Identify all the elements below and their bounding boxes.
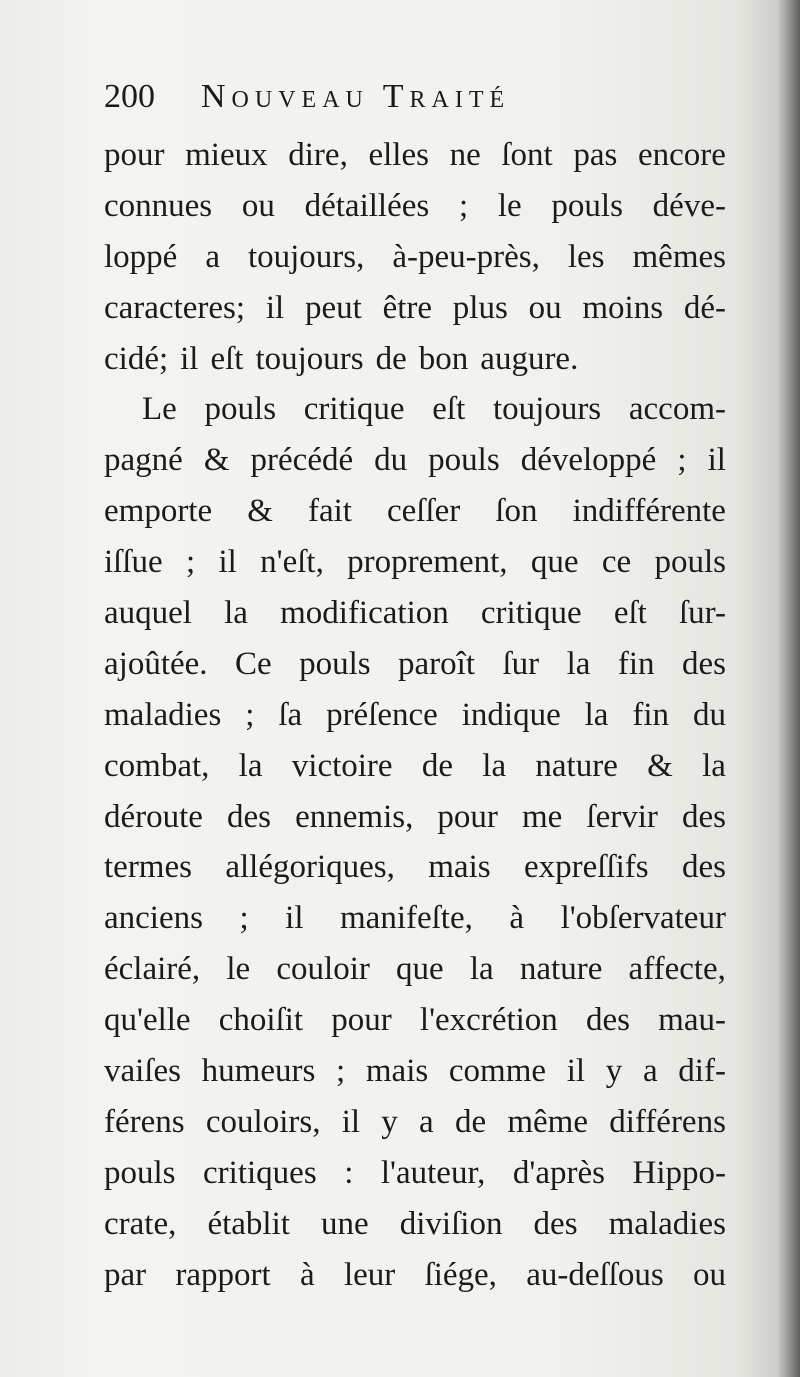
- word: moins: [582, 289, 664, 326]
- word: nature: [519, 951, 603, 988]
- word: une: [321, 1205, 369, 1242]
- word: ou: [692, 1256, 726, 1293]
- word: pour: [437, 798, 498, 835]
- word: encore: [638, 137, 726, 173]
- word: il: [707, 442, 726, 479]
- word: il: [566, 1053, 586, 1090]
- word: ;: [239, 900, 249, 937]
- text-line: [104, 792, 726, 843]
- word: accom-: [628, 391, 726, 428]
- word: la: [584, 696, 609, 733]
- body-text: [104, 130, 726, 1300]
- word: ou: [528, 289, 562, 326]
- text-line: [104, 181, 726, 232]
- word: les: [567, 238, 605, 275]
- word: plus: [452, 289, 508, 326]
- word: même: [507, 1103, 588, 1140]
- word: il: [265, 289, 285, 326]
- word: connues: [104, 187, 213, 224]
- word: &: [647, 747, 673, 784]
- word: ;: [336, 1053, 346, 1090]
- word: de: [454, 1103, 487, 1140]
- text-line: [104, 1199, 726, 1250]
- word: toujours: [255, 340, 364, 377]
- word: férens: [104, 1103, 185, 1140]
- word: y: [605, 1053, 623, 1090]
- word: maladies: [104, 696, 222, 733]
- text-line: [104, 944, 726, 995]
- word: déve-: [652, 187, 726, 224]
- word: développé: [520, 442, 657, 479]
- word: affecte,: [628, 951, 726, 988]
- word: mau-: [658, 1002, 726, 1039]
- word: ou: [241, 187, 275, 224]
- word: critique: [303, 391, 405, 428]
- word: la: [224, 595, 248, 632]
- word: dire,: [288, 137, 348, 173]
- word: iſſue: [104, 544, 163, 581]
- word: fin: [617, 645, 655, 682]
- text-line: [104, 232, 726, 283]
- text-line: [104, 435, 726, 486]
- word: vaiſes: [104, 1053, 181, 1090]
- word: à: [509, 900, 525, 937]
- text-line: [104, 741, 726, 792]
- word: ;: [185, 544, 196, 581]
- word: des: [681, 798, 726, 835]
- word: ne: [449, 137, 481, 173]
- word: pagné: [104, 442, 183, 479]
- word: indifférente: [572, 493, 726, 530]
- word: ;: [458, 187, 469, 224]
- word: auquel: [104, 595, 192, 632]
- text-line: [104, 1250, 726, 1301]
- word: &: [247, 493, 273, 530]
- word: a: [642, 1053, 658, 1090]
- running-title: Nouveau Traité: [201, 78, 511, 115]
- word: qu'elle: [104, 1002, 191, 1039]
- word: anciens: [104, 900, 203, 937]
- word: établit: [207, 1205, 290, 1242]
- word: des: [227, 798, 272, 835]
- word: humeurs: [201, 1053, 316, 1090]
- word: pouls: [299, 645, 371, 682]
- word: à: [300, 1256, 315, 1293]
- word: mêmes: [632, 238, 726, 275]
- text-line: [104, 690, 726, 741]
- word: ſervir: [586, 798, 658, 835]
- word: pouls: [204, 391, 277, 428]
- word: au-deſſous: [526, 1256, 664, 1293]
- word: la: [702, 747, 726, 784]
- word: ſiége,: [424, 1256, 497, 1293]
- word: la: [469, 951, 494, 988]
- text-line: [104, 1148, 726, 1199]
- word: mieux: [185, 137, 268, 173]
- text-line: [104, 1097, 726, 1148]
- word: a: [419, 1103, 434, 1140]
- word: pouls: [104, 1154, 176, 1191]
- text-line: [104, 334, 726, 385]
- word: des: [681, 849, 726, 886]
- word: peut: [304, 289, 362, 326]
- word: diviſion: [399, 1205, 503, 1242]
- word: rapport: [175, 1256, 271, 1293]
- word: il: [180, 340, 199, 377]
- word: l'excrétion: [419, 1002, 558, 1039]
- word: mais: [428, 849, 491, 886]
- word: choiſit: [218, 1002, 304, 1039]
- word: allégoriques,: [225, 849, 395, 886]
- word: ſon: [495, 493, 538, 530]
- text-line: [104, 639, 726, 690]
- word: toujours: [492, 391, 602, 428]
- word: :: [344, 1154, 354, 1191]
- word: cidé;: [104, 340, 169, 377]
- word: fin: [632, 696, 670, 733]
- word: pouls: [551, 187, 623, 224]
- word: dé-: [683, 289, 726, 326]
- word: des: [585, 1002, 630, 1039]
- word: Ce: [234, 645, 272, 682]
- word: manifeſte,: [340, 900, 473, 937]
- text-line: [104, 130, 726, 181]
- word: de: [375, 340, 407, 377]
- word: le: [226, 951, 251, 988]
- word: nature: [535, 747, 618, 784]
- word: des: [681, 645, 726, 682]
- word: a: [205, 238, 220, 275]
- word: loppé: [104, 238, 178, 275]
- word: toujours,: [247, 238, 365, 275]
- word: critique: [480, 595, 582, 632]
- text-line: [104, 995, 726, 1046]
- word: détaillées: [304, 187, 430, 224]
- word: emporte: [104, 493, 213, 530]
- word: que: [396, 951, 444, 988]
- page-number: 200: [104, 78, 155, 115]
- word: d'après: [512, 1154, 605, 1191]
- word: expreſſifs: [523, 849, 649, 886]
- word: il: [218, 544, 237, 581]
- word: eſt: [613, 595, 647, 632]
- text-line: [104, 283, 726, 334]
- word: ſur-: [679, 595, 726, 632]
- word: termes: [104, 849, 192, 886]
- word: crate,: [104, 1205, 177, 1242]
- word: du: [374, 442, 408, 479]
- word: pas: [573, 137, 618, 173]
- word: il: [341, 1103, 361, 1140]
- word: leur: [343, 1256, 396, 1293]
- word: l'auteur,: [380, 1154, 486, 1191]
- word: ſont: [501, 137, 553, 173]
- text-line: [104, 893, 726, 944]
- word: des: [533, 1205, 578, 1242]
- word: eſt: [210, 340, 244, 377]
- page-gutter-shadow: [778, 0, 800, 1377]
- word: n'eſt,: [260, 544, 324, 581]
- word: l'obſervateur: [560, 900, 726, 937]
- word: indique: [461, 696, 561, 733]
- word: &: [203, 442, 230, 479]
- word: déroute: [104, 798, 203, 835]
- word: mais: [365, 1053, 429, 1090]
- page-content: [104, 78, 726, 1300]
- word: Le: [142, 391, 177, 428]
- word: différens: [609, 1103, 726, 1140]
- word: proprement,: [347, 544, 508, 581]
- word: ce: [601, 544, 632, 581]
- word: couloirs,: [205, 1103, 321, 1140]
- word: y: [381, 1103, 398, 1140]
- word: ;: [245, 696, 255, 733]
- word: la: [566, 645, 591, 682]
- text-line: [104, 486, 726, 537]
- text-line: [104, 588, 726, 639]
- word: pour: [104, 137, 165, 173]
- word: ajoûtée.: [104, 645, 208, 682]
- text-line: [104, 842, 726, 893]
- word: préſence: [326, 696, 438, 733]
- word: critiques: [203, 1154, 317, 1191]
- word: dif-: [678, 1053, 726, 1090]
- word: elles: [368, 137, 429, 173]
- word: ennemis,: [295, 798, 414, 835]
- word: ſur: [502, 645, 540, 682]
- word: par: [104, 1256, 147, 1293]
- word: pouls: [654, 544, 726, 581]
- word: être: [382, 289, 433, 326]
- word: paroît: [398, 645, 476, 682]
- word: me: [522, 798, 563, 835]
- word: que: [530, 544, 579, 581]
- word: précédé: [250, 442, 354, 479]
- word: ceſſer: [387, 493, 461, 530]
- word: maladies: [608, 1205, 726, 1242]
- word: la: [238, 747, 263, 784]
- word: couloir: [276, 951, 370, 988]
- word: pouls: [428, 442, 500, 479]
- word: ;: [677, 442, 687, 479]
- word: augure.: [480, 340, 579, 377]
- word: fait: [307, 493, 352, 530]
- word: comme: [448, 1053, 547, 1090]
- word: combat,: [104, 747, 210, 784]
- word: à-peu-près,: [392, 238, 540, 275]
- running-header: [104, 78, 726, 130]
- word: pour: [331, 1002, 392, 1039]
- word: la: [482, 747, 507, 784]
- word: modification: [280, 595, 449, 632]
- word: Hippo-: [632, 1154, 726, 1191]
- word: bon: [418, 340, 469, 377]
- word: caracteres;: [104, 289, 246, 326]
- word: du: [692, 696, 726, 733]
- word: éclairé,: [104, 951, 201, 988]
- text-line: [104, 1046, 726, 1097]
- word: ſa: [278, 696, 303, 733]
- word: de: [421, 747, 454, 784]
- word: il: [285, 900, 304, 937]
- word: le: [497, 187, 522, 224]
- text-line: [104, 384, 726, 435]
- word: victoire: [291, 747, 393, 784]
- text-line: [104, 537, 726, 588]
- word: eſt: [432, 391, 466, 428]
